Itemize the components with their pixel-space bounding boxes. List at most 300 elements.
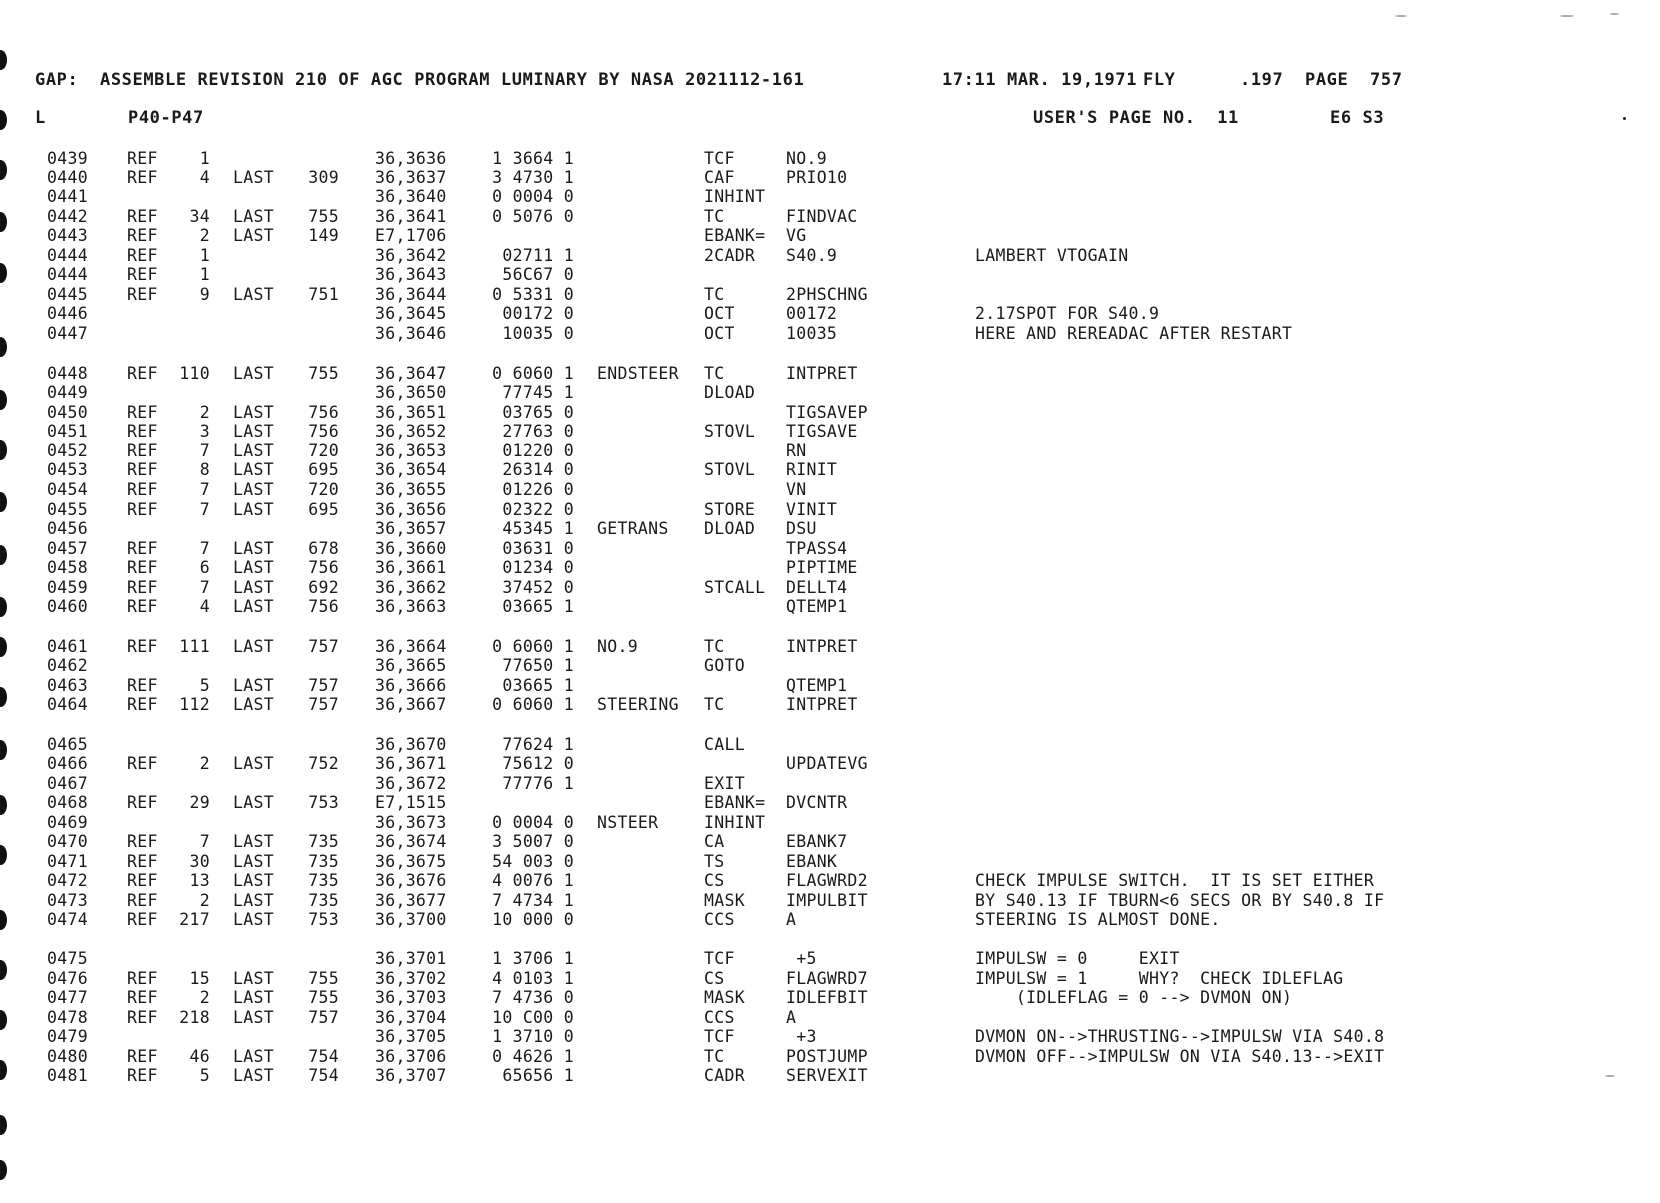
octal-word: 3 5007 0 xyxy=(492,832,574,851)
last-marker: LAST xyxy=(233,793,274,812)
address: 36,3646 xyxy=(375,324,447,343)
operand: TPASS4 xyxy=(786,539,848,558)
ref-count: 1 xyxy=(199,265,210,284)
line-number: 0452 xyxy=(47,441,88,460)
address: 36,3653 xyxy=(375,441,447,460)
address: 36,3704 xyxy=(375,1008,447,1027)
operand: VN xyxy=(786,480,807,499)
octal-word: 0 5076 0 xyxy=(492,207,574,226)
line-number: 0451 xyxy=(47,422,88,441)
address: 36,3671 xyxy=(375,754,447,773)
ref-marker: REF xyxy=(127,441,158,460)
listing-subheader xyxy=(0,108,1385,128)
comment: HERE AND REREADAC AFTER RESTART xyxy=(975,324,1293,343)
last-page: 757 xyxy=(308,1008,339,1027)
last-marker: LAST xyxy=(233,754,274,773)
line-number: 0478 xyxy=(47,1008,88,1027)
address: 36,3656 xyxy=(375,500,447,519)
octal-word: 01220 0 xyxy=(502,441,574,460)
octal-word: 10035 0 xyxy=(502,324,574,343)
operand: PRIO10 xyxy=(786,168,848,187)
octal-word: 03665 1 xyxy=(502,597,574,616)
ref-marker: REF xyxy=(127,578,158,597)
last-page: 753 xyxy=(308,793,339,812)
binder-hole xyxy=(0,545,7,565)
binder-hole xyxy=(0,337,7,357)
operand: 10035 xyxy=(786,324,838,343)
address: 36,3677 xyxy=(375,891,447,910)
line-number: 0469 xyxy=(47,813,88,832)
symbol-label: ENDSTEER xyxy=(597,364,679,383)
operand: 00172 xyxy=(786,304,838,323)
octal-word: 0 6060 1 xyxy=(492,695,574,714)
octal-word: 77745 1 xyxy=(502,383,574,402)
ref-marker: REF xyxy=(127,364,158,383)
ref-count: 1 xyxy=(199,149,210,168)
operand: +3 xyxy=(786,1027,817,1046)
ref-marker: REF xyxy=(127,676,158,695)
operand: A xyxy=(786,910,797,929)
octal-word: 0 4626 1 xyxy=(492,1047,574,1066)
last-marker: LAST xyxy=(233,871,274,890)
address: 36,3654 xyxy=(375,460,447,479)
opcode: TC xyxy=(704,364,725,383)
line-number: 0480 xyxy=(47,1047,88,1066)
opcode: DLOAD xyxy=(704,383,756,402)
ref-count: 30 xyxy=(189,852,210,871)
last-marker: LAST xyxy=(233,1066,274,1085)
line-number: 0441 xyxy=(47,187,88,206)
ref-marker: REF xyxy=(127,1066,158,1085)
binder-hole xyxy=(0,492,7,512)
ref-marker: REF xyxy=(127,852,158,871)
opcode: STOVL xyxy=(704,460,756,479)
last-page: 757 xyxy=(308,637,339,656)
ref-marker: REF xyxy=(127,1008,158,1027)
last-marker: LAST xyxy=(233,1047,274,1066)
operand: IDLEFBIT xyxy=(786,988,868,1007)
line-number: 0467 xyxy=(47,774,88,793)
line-number: 0475 xyxy=(47,949,88,968)
ref-marker: REF xyxy=(127,149,158,168)
ref-count: 7 xyxy=(199,578,210,597)
octal-word: 56C67 0 xyxy=(502,265,574,284)
operand: QTEMP1 xyxy=(786,597,848,616)
address: 36,3707 xyxy=(375,1066,447,1085)
address: 36,3662 xyxy=(375,578,447,597)
last-page: 754 xyxy=(308,1066,339,1085)
address: 36,3700 xyxy=(375,910,447,929)
octal-word: 03631 0 xyxy=(502,539,574,558)
address: 36,3673 xyxy=(375,813,447,832)
comment: 2.17SPOT FOR S40.9 xyxy=(975,304,1160,323)
last-page: 757 xyxy=(308,695,339,714)
operand: VINIT xyxy=(786,500,838,519)
ref-count: 7 xyxy=(199,832,210,851)
opcode: OCT xyxy=(704,304,735,323)
line-number: 0461 xyxy=(47,637,88,656)
ref-marker: REF xyxy=(127,168,158,187)
last-marker: LAST xyxy=(233,539,274,558)
last-marker: LAST xyxy=(233,676,274,695)
binder-hole xyxy=(0,845,7,865)
address: 36,3667 xyxy=(375,695,447,714)
opcode: TS xyxy=(704,852,725,871)
binder-hole xyxy=(0,960,7,980)
symbol-label: STEERING xyxy=(597,695,679,714)
last-marker: LAST xyxy=(233,500,274,519)
octal-word: 1 3706 1 xyxy=(492,949,574,968)
line-number: 0440 xyxy=(47,168,88,187)
last-page: 756 xyxy=(308,597,339,616)
last-marker: LAST xyxy=(233,695,274,714)
line-number: 0459 xyxy=(47,578,88,597)
last-marker: LAST xyxy=(233,364,274,383)
opcode: CS xyxy=(704,969,725,988)
octal-word: 27763 0 xyxy=(502,422,574,441)
octal-word: 37452 0 xyxy=(502,578,574,597)
last-page: 751 xyxy=(308,285,339,304)
address: 36,3650 xyxy=(375,383,447,402)
ref-count: 2 xyxy=(199,403,210,422)
octal-word: 7 4736 0 xyxy=(492,988,574,1007)
octal-word: 0 5331 0 xyxy=(492,285,574,304)
octal-word: 7 4734 1 xyxy=(492,891,574,910)
ref-marker: REF xyxy=(127,207,158,226)
opcode: CCS xyxy=(704,1008,735,1027)
opcode: CA xyxy=(704,832,725,851)
line-number: 0448 xyxy=(47,364,88,383)
last-marker: LAST xyxy=(233,226,274,245)
ref-count: 4 xyxy=(199,168,210,187)
opcode: CAF xyxy=(704,168,735,187)
octal-word: 77776 1 xyxy=(502,774,574,793)
line-number: 0477 xyxy=(47,988,88,1007)
print-speck xyxy=(1610,13,1619,15)
last-page: 735 xyxy=(308,891,339,910)
binder-hole xyxy=(0,263,7,283)
last-page: 309 xyxy=(308,168,339,187)
ref-count: 34 xyxy=(189,207,210,226)
ref-marker: REF xyxy=(127,403,158,422)
address: 36,3644 xyxy=(375,285,447,304)
address: E7,1515 xyxy=(375,793,447,812)
last-marker: LAST xyxy=(233,403,274,422)
last-page: 756 xyxy=(308,558,339,577)
ref-marker: REF xyxy=(127,988,158,1007)
opcode: TCF xyxy=(704,1027,735,1046)
comment: (IDLEFLAG = 0 --> DVMON ON) xyxy=(975,988,1293,1007)
print-speck xyxy=(1560,15,1574,17)
opcode: CADR xyxy=(704,1066,745,1085)
opcode: TC xyxy=(704,637,725,656)
sheet-code: E6 S3 xyxy=(1330,108,1385,128)
address: 36,3705 xyxy=(375,1027,447,1046)
ref-count: 9 xyxy=(199,285,210,304)
binder-hole xyxy=(0,795,7,815)
ref-count: 3 xyxy=(199,422,210,441)
comment: CHECK IMPULSE SWITCH. IT IS SET EITHER xyxy=(975,871,1375,890)
operand: FLAGWRD7 xyxy=(786,969,868,988)
address: 36,3636 xyxy=(375,149,447,168)
last-marker: LAST xyxy=(233,988,274,1007)
address: 36,3645 xyxy=(375,304,447,323)
line-number: 0442 xyxy=(47,207,88,226)
line-number: 0472 xyxy=(47,871,88,890)
opcode: STOVL xyxy=(704,422,756,441)
address: 36,3655 xyxy=(375,480,447,499)
operand: TIGSAVEP xyxy=(786,403,868,422)
last-marker: LAST xyxy=(233,910,274,929)
last-marker: LAST xyxy=(233,168,274,187)
opcode: TC xyxy=(704,285,725,304)
operand: INTPRET xyxy=(786,364,858,383)
octal-word: 0 0004 0 xyxy=(492,813,574,832)
binder-hole xyxy=(0,1060,7,1080)
last-page: 757 xyxy=(308,676,339,695)
ref-marker: REF xyxy=(127,597,158,616)
address: 36,3641 xyxy=(375,207,447,226)
line-number: 0468 xyxy=(47,793,88,812)
operand: POSTJUMP xyxy=(786,1047,868,1066)
address: 36,3701 xyxy=(375,949,447,968)
octal-word: 54 003 0 xyxy=(492,852,574,871)
ref-marker: REF xyxy=(127,969,158,988)
address: 36,3652 xyxy=(375,422,447,441)
octal-word: 0 0004 0 xyxy=(492,187,574,206)
ref-count: 7 xyxy=(199,539,210,558)
users-page: USER'S PAGE NO. 11 xyxy=(1033,108,1239,128)
line-number: 0463 xyxy=(47,676,88,695)
octal-word: 77650 1 xyxy=(502,656,574,675)
opcode: CALL xyxy=(704,735,745,754)
header-page: .197 PAGE 757 xyxy=(1240,70,1403,90)
line-number: 0444 xyxy=(47,265,88,284)
ref-count: 7 xyxy=(199,500,210,519)
last-marker: LAST xyxy=(233,422,274,441)
last-page: 755 xyxy=(308,988,339,1007)
opcode: STCALL xyxy=(704,578,766,597)
ref-count: 15 xyxy=(189,969,210,988)
print-speck xyxy=(1395,15,1407,17)
symbol-label: NO.9 xyxy=(597,637,638,656)
address: 36,3664 xyxy=(375,637,447,656)
operand: EBANK xyxy=(786,852,838,871)
last-page: 720 xyxy=(308,480,339,499)
last-marker: LAST xyxy=(233,558,274,577)
header-mode: FLY xyxy=(1143,70,1176,90)
address: 36,3702 xyxy=(375,969,447,988)
ref-marker: REF xyxy=(127,285,158,304)
ref-count: 110 xyxy=(179,364,210,383)
ref-marker: REF xyxy=(127,891,158,910)
last-marker: LAST xyxy=(233,969,274,988)
ref-marker: REF xyxy=(127,910,158,929)
ref-marker: REF xyxy=(127,460,158,479)
opcode: EBANK= xyxy=(704,793,766,812)
line-number: 0458 xyxy=(47,558,88,577)
ref-count: 2 xyxy=(199,988,210,1007)
octal-word: 1 3710 0 xyxy=(492,1027,574,1046)
octal-word: 1 3664 1 xyxy=(492,149,574,168)
address: 36,3675 xyxy=(375,852,447,871)
octal-word: 26314 0 xyxy=(502,460,574,479)
ref-marker: REF xyxy=(127,246,158,265)
octal-word: 4 0103 1 xyxy=(492,969,574,988)
binder-hole xyxy=(0,1160,7,1180)
opcode: MASK xyxy=(704,891,745,910)
operand: 2PHSCHNG xyxy=(786,285,868,304)
line-number: 0471 xyxy=(47,852,88,871)
ref-marker: REF xyxy=(127,832,158,851)
address: 36,3647 xyxy=(375,364,447,383)
header-timestamp: 17:11 MAR. 19,1971 xyxy=(942,70,1138,90)
address: 36,3676 xyxy=(375,871,447,890)
opcode: TCF xyxy=(704,149,735,168)
octal-word: 03665 1 xyxy=(502,676,574,695)
address: 36,3640 xyxy=(375,187,447,206)
last-page: 692 xyxy=(308,578,339,597)
comment: LAMBERT VTOGAIN xyxy=(975,246,1129,265)
line-number: 0470 xyxy=(47,832,88,851)
binder-hole xyxy=(0,1115,7,1135)
last-marker: LAST xyxy=(233,480,274,499)
octal-word: 65656 1 xyxy=(502,1066,574,1085)
ref-count: 2 xyxy=(199,891,210,910)
binder-hole xyxy=(0,740,7,760)
comment: DVMON OFF-->IMPULSW ON VIA S40.13-->EXIT xyxy=(975,1047,1385,1066)
operand: QTEMP1 xyxy=(786,676,848,695)
address: 36,3665 xyxy=(375,656,447,675)
operand: PIPTIME xyxy=(786,558,858,577)
operand: TIGSAVE xyxy=(786,422,858,441)
operand: +5 xyxy=(786,949,817,968)
last-marker: LAST xyxy=(233,207,274,226)
ref-count: 112 xyxy=(179,695,210,714)
last-marker: LAST xyxy=(233,832,274,851)
octal-word: 02322 0 xyxy=(502,500,574,519)
last-marker: LAST xyxy=(233,637,274,656)
line-number: 0446 xyxy=(47,304,88,323)
octal-word: 01234 0 xyxy=(502,558,574,577)
octal-word: 3 4730 1 xyxy=(492,168,574,187)
octal-word: 4 0076 1 xyxy=(492,871,574,890)
ref-count: 7 xyxy=(199,441,210,460)
address: 36,3666 xyxy=(375,676,447,695)
line-number: 0474 xyxy=(47,910,88,929)
line-number: 0476 xyxy=(47,969,88,988)
ref-marker: REF xyxy=(127,695,158,714)
address: 36,3660 xyxy=(375,539,447,558)
address: 36,3703 xyxy=(375,988,447,1007)
last-page: 149 xyxy=(308,226,339,245)
print-speck xyxy=(1605,1075,1615,1077)
ref-count: 5 xyxy=(199,676,210,695)
octal-word: 45345 1 xyxy=(502,519,574,538)
operand: DELLT4 xyxy=(786,578,848,597)
operand: VG xyxy=(786,226,807,245)
octal-word: 75612 0 xyxy=(502,754,574,773)
opcode: OCT xyxy=(704,324,735,343)
address: E7,1706 xyxy=(375,226,447,245)
last-marker: LAST xyxy=(233,597,274,616)
operand: EBANK7 xyxy=(786,832,848,851)
ref-marker: REF xyxy=(127,558,158,577)
line-number: 0465 xyxy=(47,735,88,754)
octal-word: 77624 1 xyxy=(502,735,574,754)
listing-header xyxy=(0,70,1403,90)
binder-hole xyxy=(0,390,7,410)
ref-count: 29 xyxy=(189,793,210,812)
opcode: INHINT xyxy=(704,187,766,206)
opcode: STORE xyxy=(704,500,756,519)
address: 36,3657 xyxy=(375,519,447,538)
opcode: GOTO xyxy=(704,656,745,675)
line-number: 0447 xyxy=(47,324,88,343)
line-number: 0449 xyxy=(47,383,88,402)
ref-count: 111 xyxy=(179,637,210,656)
last-page: 755 xyxy=(308,969,339,988)
last-page: 678 xyxy=(308,539,339,558)
line-number: 0453 xyxy=(47,460,88,479)
binder-hole xyxy=(0,1010,7,1030)
subheader-left: L xyxy=(35,108,46,128)
opcode: INHINT xyxy=(704,813,766,832)
last-page: 720 xyxy=(308,441,339,460)
last-marker: LAST xyxy=(233,460,274,479)
address: 36,3661 xyxy=(375,558,447,577)
line-number: 0466 xyxy=(47,754,88,773)
line-number: 0473 xyxy=(47,891,88,910)
opcode: 2CADR xyxy=(704,246,756,265)
binder-hole xyxy=(0,50,7,70)
operand: UPDATEVG xyxy=(786,754,868,773)
operand: IMPULBIT xyxy=(786,891,868,910)
address: 36,3642 xyxy=(375,246,447,265)
line-number: 0457 xyxy=(47,539,88,558)
ref-count: 5 xyxy=(199,1066,210,1085)
line-number: 0444 xyxy=(47,246,88,265)
octal-word: 02711 1 xyxy=(502,246,574,265)
address: 36,3674 xyxy=(375,832,447,851)
line-number: 0455 xyxy=(47,500,88,519)
last-marker: LAST xyxy=(233,891,274,910)
last-page: 735 xyxy=(308,852,339,871)
line-number: 0445 xyxy=(47,285,88,304)
ref-marker: REF xyxy=(127,637,158,656)
ref-marker: REF xyxy=(127,539,158,558)
address: 36,3643 xyxy=(375,265,447,284)
operand: RN xyxy=(786,441,807,460)
line-number: 0479 xyxy=(47,1027,88,1046)
last-page: 755 xyxy=(308,207,339,226)
address: 36,3706 xyxy=(375,1047,447,1066)
last-page: 695 xyxy=(308,500,339,519)
line-number: 0450 xyxy=(47,403,88,422)
operand: FINDVAC xyxy=(786,207,858,226)
octal-word: 0 6060 1 xyxy=(492,637,574,656)
octal-word: 0 6060 1 xyxy=(492,364,574,383)
line-number: 0456 xyxy=(47,519,88,538)
opcode: TC xyxy=(704,1047,725,1066)
ref-marker: REF xyxy=(127,871,158,890)
print-speck xyxy=(1623,117,1626,120)
comment: IMPULSW = 0 EXIT xyxy=(975,949,1180,968)
ref-marker: REF xyxy=(127,754,158,773)
operand: INTPRET xyxy=(786,695,858,714)
operand: NO.9 xyxy=(786,149,827,168)
binder-hole xyxy=(0,687,7,707)
